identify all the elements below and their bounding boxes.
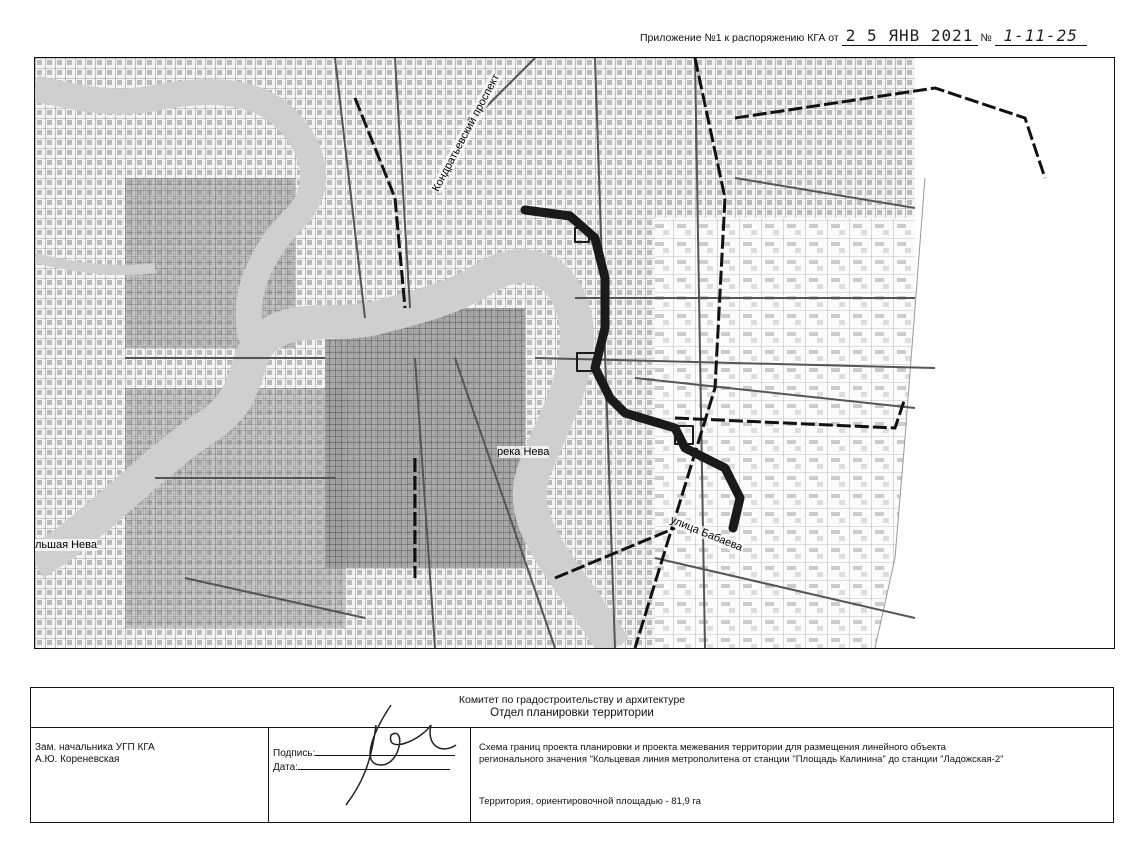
signatory-name: А.Ю. Кореневская [35,754,120,765]
label-kondratyevsky: Кондратьевский проспект [430,72,503,194]
signatory-position: Зам. начальника УГП КГА [35,742,155,753]
committee-name: Комитет по градостроительству и архитектуре [458,694,686,706]
central-district [325,308,525,568]
handwritten-signature [331,695,461,815]
order-header-prefix: Приложение №1 к распоряжению КГА от [640,32,839,44]
description-line1: Схема границ проекта планировки и проекта межевания территории для размещения линейного объекта [479,742,946,753]
signature-label: Подпись: [273,748,316,759]
map-canvas [35,58,1114,648]
department-name: Отдел планировки территории [490,707,654,719]
order-header [640,26,1087,46]
order-number: 1-11-25 [1003,26,1078,45]
signatory-cell [31,728,269,822]
order-number-prefix: № [980,32,992,44]
territory-area: Территория, ориентировочной площадью - 81,9 га [479,796,701,807]
label-babaeva-street: улица Бабаева [668,514,745,554]
title-block-header [31,688,1113,728]
order-date: 2 5 ЯНВ 2021 [845,26,974,45]
city-map [34,57,1115,649]
description-cell [471,728,1113,822]
label-neva-river: река Нева [497,446,550,458]
title-block [30,687,1114,823]
description-line2: регионального значения "Кольцевая линия метрополитена от станции "Площадь Калинина" до станции "Ладожская-2" [479,754,1004,765]
label-bolshaya-neva: льшая Нева [35,539,98,551]
date-label: Дата: [273,762,298,773]
